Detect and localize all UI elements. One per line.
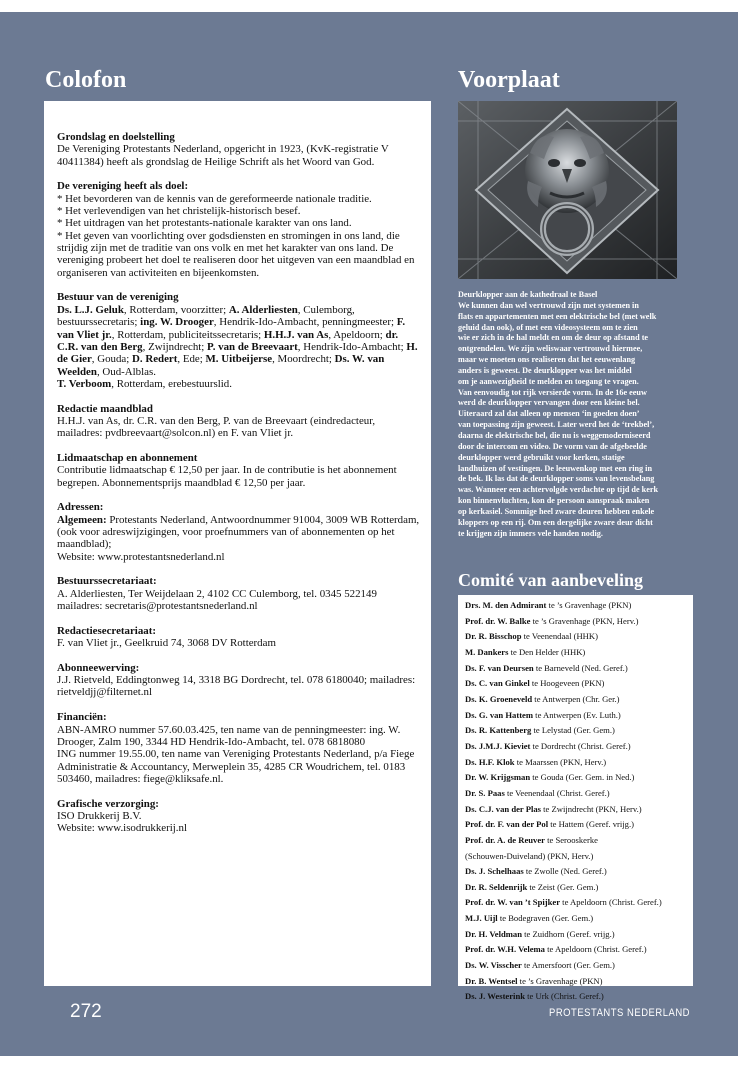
section-text: ABN-AMRO nummer 57.60.03.425, ten name van de penningmeester: ing. W. Drooger, Zalm 190, 3344 HD Hendrik-Ido-Ambacht, tel. 078 6818080 <box>57 723 401 748</box>
comite-panel <box>458 595 693 1002</box>
caption-body <box>458 301 686 540</box>
comite-member <box>465 864 693 880</box>
section-text <box>57 514 421 563</box>
comite-member <box>465 974 693 990</box>
publisher-name: PROTESTANTS NEDERLAND <box>549 1007 691 1019</box>
member-name: Ds. J. Schelhaas <box>465 866 524 877</box>
member-name: Ds. H.F. Klok <box>465 756 515 767</box>
member-location: te Antwerpen (Chr. Ger.) <box>532 693 620 704</box>
caption-line: deurklopper werd gebruikt voor kerken, statige <box>458 452 625 462</box>
name-bold: Algemeen: <box>57 513 107 526</box>
voorplaat-title: Voorplaat <box>458 67 560 93</box>
name-bold: M. Uitbeijerse <box>205 353 273 366</box>
name-bold: H. de Gier <box>57 340 418 366</box>
section-text: A. Alderliesten, Ter Weijdelaan 2, 4102 CC Culemborg, tel. 0345 522149 mailadres: secretaris@protestantsnederland.nl <box>57 587 377 613</box>
colofon-section <box>57 798 421 835</box>
caption-line: van toepassing zijn geweest. Later werd het de ‘trekbel’, <box>458 420 655 430</box>
colofon-section <box>57 403 421 440</box>
section-text: * Het bevorderen van de kennis van de gereformeerde nationale traditie. <box>57 192 372 205</box>
member-name: Dr. W. Krijgsman <box>465 772 531 783</box>
comite-member <box>465 598 693 614</box>
comite-member <box>465 645 693 661</box>
comite-member <box>465 927 693 943</box>
section-title: Financiën: <box>57 711 107 724</box>
section-text: Contributie lidmaatschap € 12,50 per jaar. In de contributie is het abonnement begrepen. Abonnementsprijs maandblad € 12,50 per jaar. <box>57 464 397 489</box>
member-location: te Den Helder (HHK) <box>508 646 586 657</box>
member-location: te Zwolle (Ned. Geref.) <box>523 866 607 877</box>
member-location: te Amersfoort (Ger. Gem.) <box>521 960 615 971</box>
member-location: te Antwerpen (Ev. Luth.) <box>533 709 621 720</box>
member-location: te Lelystad (Ger. Gem.) <box>531 725 615 736</box>
comite-member <box>465 661 693 677</box>
comite-member <box>465 817 693 833</box>
member-location: te ’s Gravenhage (PKN) <box>546 600 632 610</box>
caption-line: wie er zich in de hal meldt en om de deur op afstand te <box>458 333 649 343</box>
caption-line: Uiteraard zal dat alleen op mensen ‘in goeden doen’ <box>458 409 640 419</box>
comite-member <box>465 629 693 645</box>
member-location: te Serooskerke <box>544 834 598 845</box>
section-text: J.J. Rietveld, Eddingtonweg 14, 3318 BG Dordrecht, tel. 078 6180040; mailadres: rietveldjj@filternet.nl <box>57 674 416 699</box>
caption-line: de bek. Ik las dat de deurklopper soms van levensbelang <box>458 474 655 484</box>
member-name: Ds. J.M.J. Kieviet <box>465 740 531 751</box>
text-run: , Moordrecht; <box>272 353 335 366</box>
member-name: Dr. B. Wentsel <box>465 975 518 986</box>
member-location: te Apeldoorn (Christ. Geref.) <box>544 944 647 955</box>
name-bold: F. van Vliet jr. <box>57 316 406 341</box>
caption-line: te krijgen zijn immers vele handen nodig. <box>458 528 603 538</box>
section-title: Redactiesecretariaat: <box>57 624 156 637</box>
text-run: , Ede; <box>177 353 206 366</box>
door-knocker-photo <box>458 101 677 279</box>
name-bold: P. van de Breevaart <box>207 340 298 353</box>
member-name: Dr. R. Seldenrijk <box>465 881 528 892</box>
section-title: Abonneewerving: <box>57 661 140 674</box>
text-run: , Gouda; <box>91 353 133 366</box>
colofon-section <box>57 625 421 650</box>
name-bold: Ds. L.J. Geluk <box>57 303 124 316</box>
caption-title: Deurklopper aan de kathedraal te Basel <box>458 290 598 299</box>
text-run: , Culemborg, bestuurssecretaris; <box>57 303 355 329</box>
name-bold: ing. W. Drooger <box>140 316 214 329</box>
name-bold: A. Alderliesten <box>228 303 298 316</box>
colofon-section <box>57 711 421 785</box>
section-text: * Het uitdragen van het protestants-nationale karakter van ons land. <box>57 217 352 230</box>
member-name: Prof. dr. W.H. Velema <box>465 944 545 955</box>
text-run: Protestants Nederland, Antwoordnummer 91004, 3009 WB Rotterdam, (ook voor adreswijzigingen, voor proefnummers van of abonnementen op het maandblad); <box>57 513 420 551</box>
caption-line: We kunnen dan wel vertrouwd zijn met systemen in <box>458 300 639 310</box>
colofon-section <box>57 575 421 612</box>
comite-member <box>465 755 693 771</box>
comite-member <box>465 708 693 724</box>
member-name: Ds. K. Groeneveld <box>465 693 533 704</box>
name-bold: T. Verboom <box>57 377 112 390</box>
member-name: M. Dankers <box>465 646 509 657</box>
member-location: te Hattem (Geref. vrijg.) <box>548 819 634 830</box>
comite-member <box>465 911 693 927</box>
text-run: , Hendrik-Ido-Ambacht, penningmeester; <box>213 316 397 329</box>
caption-line: Van eenvoudig tot rijk versierde vorm. In de 16e eeuw <box>458 387 647 397</box>
member-name: Ds. F. van Deursen <box>465 662 534 673</box>
member-name: Ds. G. van Hattem <box>465 709 534 720</box>
member-name: Prof. dr. W. van ’t Spijker <box>465 897 561 908</box>
comite-member <box>465 770 693 786</box>
member-name: Prof. dr. A. de Reuver <box>465 834 545 845</box>
section-text: De Vereniging Protestants Nederland, opgericht in 1923, (KvK-registratie V 40411384) heeft als grondslag de Heilige Schrift als het Woord van God. <box>57 143 389 168</box>
caption-line: om je aanwezigheid te melden en toegang te vragen. <box>458 376 639 386</box>
caption-line: kloppers op een rij. Om een dergelijke zware deur dicht <box>458 517 653 527</box>
section-text: Website: www.isodrukkerij.nl <box>57 822 187 835</box>
member-name: M.J. Uijl <box>465 913 498 924</box>
comite-member <box>465 880 693 896</box>
comite-member <box>465 692 693 708</box>
text-run: , Rotterdam, voorzitter; <box>123 303 229 316</box>
section-title: Adressen: <box>57 501 104 514</box>
caption-line: flats en appartementen met een elektrische bel (met welk <box>458 311 657 321</box>
section-title: Bestuur van de vereniging <box>57 291 179 304</box>
colofon-panel <box>44 101 431 986</box>
member-location: te Hoogeveen (PKN) <box>529 678 605 689</box>
page-number: 272 <box>70 1001 102 1022</box>
cover-caption <box>458 290 686 539</box>
colofon-section <box>57 291 421 390</box>
member-name: Ds. J. Westerink <box>465 991 526 1002</box>
section-text: ING nummer 19.55.00, ten name van Vereniging Protestants Nederland, p/a Fiege Administratie & Accountancy, Merweplein 35, 4285 CR Woudrichem, tel. 0183 503460, mailadres: fiege@kliksafe.nl. <box>57 748 415 785</box>
comite-member <box>465 833 693 849</box>
text-run: Website: www.protestantsnederland.nl <box>57 550 225 563</box>
member-location: te Veenendaal (HHK) <box>521 631 598 642</box>
text-run: , Apeldoorn; <box>328 328 386 341</box>
name-bold: Ds. W. van Weelden <box>57 353 385 378</box>
member-location: te Zeist (Ger. Gem.) <box>527 881 599 892</box>
member-name: Dr. H. Veldman <box>465 928 522 939</box>
section-title: De vereniging heeft als doel: <box>57 180 189 193</box>
colofon-section <box>57 662 421 699</box>
member-name: Ds. C.J. van der Plas <box>465 803 541 814</box>
comite-member <box>465 802 693 818</box>
member-location: te Veenendaal (Christ. Geref.) <box>504 787 610 798</box>
lion-door-knocker-image <box>458 101 677 279</box>
member-location: te ’s Gravenhage (PKN, Herv.) <box>530 615 639 626</box>
section-title: Redactie maandblad <box>57 402 153 415</box>
member-location: te Zwijndrecht (PKN, Herv.) <box>541 803 642 814</box>
text-run: , Zwijndrecht; <box>142 340 208 353</box>
comite-member <box>465 614 693 630</box>
colofon-section <box>57 501 421 563</box>
caption-line: op kerkasiel. Sommige heel zware deuren hebben enkele <box>458 506 655 516</box>
member-location: te Gouda (Ger. Gem. in Ned.) <box>530 772 635 783</box>
colofon-section <box>57 180 421 279</box>
member-location: te Maarssen (PKN, Herv.) <box>514 756 607 767</box>
name-bold: dr. C.R. van den Berg <box>57 328 399 353</box>
section-text: * Het verlevendigen van het christelijk-historisch besef. <box>57 205 301 218</box>
member-name: Ds. W. Visscher <box>465 960 522 971</box>
colofon-title: Colofon <box>45 67 127 93</box>
caption-line: werd de deurklopper vervangen door een kleine bel. <box>458 398 640 408</box>
member-location: te Barneveld (Ned. Geref.) <box>533 662 628 673</box>
section-text <box>57 304 421 390</box>
member-name: Ds. C. van Ginkel <box>465 678 530 689</box>
comite-title: Comité van aanbeveling <box>458 570 644 590</box>
comite-member <box>465 786 693 802</box>
member-name: Dr. R. Bisschop <box>465 631 522 642</box>
member-location: (Schouwen-Duiveland) (PKN, Herv.) <box>465 850 594 861</box>
member-name: Ds. R. Kattenberg <box>465 725 532 736</box>
comite-member <box>465 849 693 865</box>
member-location: te ’s Gravenhage (PKN) <box>517 975 603 986</box>
section-title: Grondslag en doelstelling <box>57 131 175 143</box>
text-run: , Rotterdam, publiciteitssecretaris; <box>111 328 264 341</box>
member-location: te Urk (Christ. Geref.) <box>525 991 604 1002</box>
member-location: te Apeldoorn (Christ. Geref.) <box>560 897 662 908</box>
section-text: F. van Vliet jr., Geelkruid 74, 3068 DV Rotterdam <box>57 637 276 650</box>
member-location: te Zuidhorn (Geref. vrijg.) <box>522 928 615 939</box>
comite-member <box>465 723 693 739</box>
colofon-section <box>57 131 421 168</box>
member-name: Dr. S. Paas <box>465 787 505 798</box>
caption-line: geluid dan ook), of met een videosysteem om te zien <box>458 322 638 332</box>
section-title: Bestuurssecretariaat: <box>57 575 157 588</box>
colofon-section <box>57 452 421 489</box>
text-run: , Hendrik-Ido-Ambacht; <box>297 340 407 353</box>
caption-line: ontgrendelen. We zijn weliswaar vertrouwd hiermee, <box>458 344 643 354</box>
comite-member <box>465 989 693 1005</box>
text-run: , Oud-Alblas. <box>96 365 156 378</box>
section-text: H.H.J. van As, dr. C.R. van den Berg, P. van de Breevaart (eindredacteur, mailadres: pvdbreevaart@solcon.nl) en F. van Vliet jr. <box>57 414 376 440</box>
caption-line: door de intercom en video. De vorm van de afgebeelde <box>458 441 647 451</box>
comite-member <box>465 895 693 911</box>
member-name: Drs. M. den Admirant <box>465 600 547 610</box>
caption-line: kon binnenvluchten, kon de persoon aanspraak maken <box>458 496 650 506</box>
comite-member <box>465 739 693 755</box>
text-run: , Rotterdam, erebestuurslid. <box>111 377 232 390</box>
comite-member <box>465 676 693 692</box>
comite-member <box>465 958 693 974</box>
member-name: Prof. dr. W. Balke <box>465 615 531 626</box>
comite-member <box>465 942 693 958</box>
member-location: te Dordrecht (Christ. Geref.) <box>530 740 631 751</box>
member-name: Prof. dr. F. van der Pol <box>465 819 549 830</box>
caption-line: anders is geweest. De deurklopper was het middel <box>458 365 632 375</box>
caption-line: was. Wanneer een achtervolgde verdachte op tijd de kerk <box>458 485 659 495</box>
caption-line: landhuizen of vestingen. De leeuwenkop met een ring in <box>458 463 653 473</box>
caption-line: daarna de elektrische bel, die nu is weggemoderniseerd <box>458 430 651 440</box>
section-text: ISO Drukkerij B.V. <box>57 809 142 822</box>
caption-line: maar we moeten ons realiseren dat het eeuwenlang <box>458 355 636 365</box>
name-bold: H.H.J. van As <box>263 328 329 341</box>
name-bold: D. Redert <box>132 353 178 366</box>
member-location: te Bodegraven (Ger. Gem.) <box>497 913 594 924</box>
section-title: Lidmaatschap en abonnement <box>57 451 198 464</box>
section-title: Grafische verzorging: <box>57 797 159 810</box>
section-text: * Het geven van voorlichting over godsdiensten en stromingen in ons land, die strijdig zijn met de traditie van ons volk en met het karakter van ons land. De vereniging probeert het doel te realiseren door het uitgeven van een maandblad en organiseren van activiteiten en bijeenkomsten. <box>57 229 415 279</box>
